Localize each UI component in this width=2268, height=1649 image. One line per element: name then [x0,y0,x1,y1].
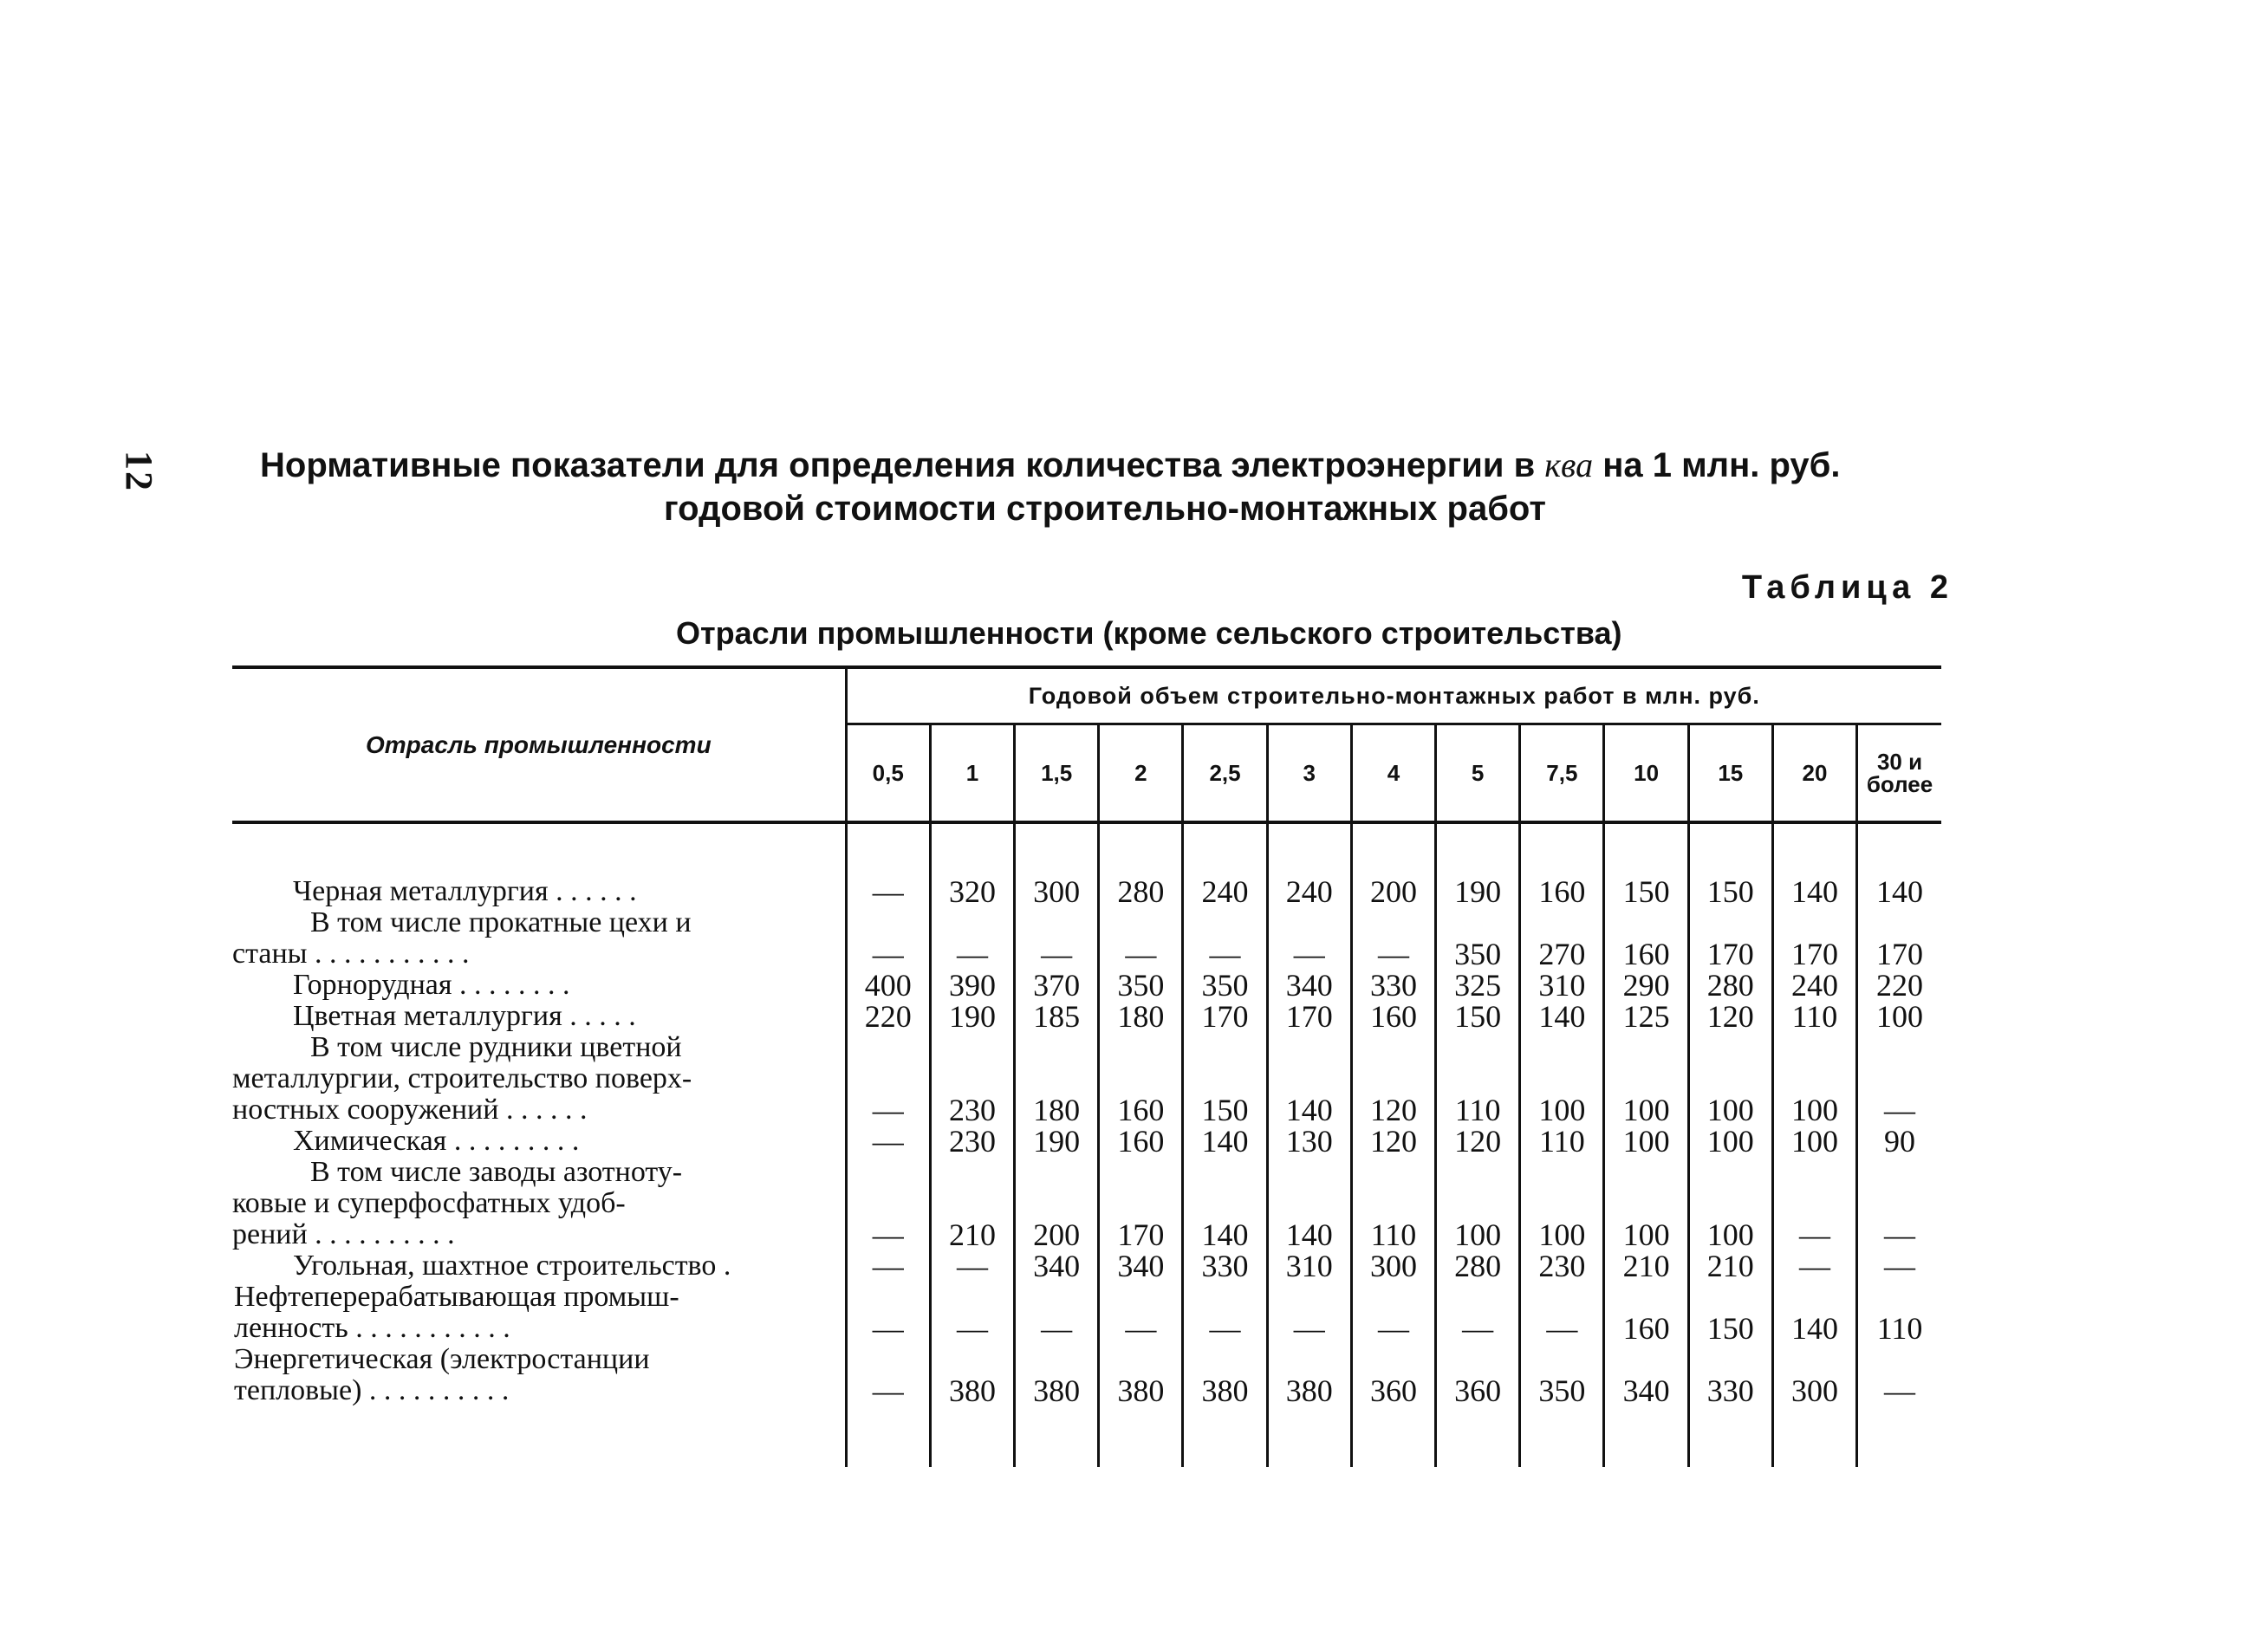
table-cell: 230 [1520,1250,1604,1282]
table-cell: 110 [1436,1032,1520,1126]
row-label: Горнорудная . . . . . . . . [232,970,846,1001]
table-cell: 210 [1688,1250,1772,1282]
table-cell: — [846,876,930,907]
row-label: Угольная, шахтное строительство . [232,1250,846,1282]
table-cell: 390 [930,970,1014,1001]
volume-header: Годовой объем строительно-монтажных работ в млн. руб. [846,667,1941,724]
table-cell: 125 [1604,1001,1688,1032]
column-header: 5 [1436,724,1520,823]
table-cell: — [1015,1282,1099,1344]
table-cell: 150 [1604,876,1688,907]
table-cell: 310 [1520,970,1604,1001]
table-cell: 110 [1772,1001,1856,1032]
table-cell: — [930,1282,1014,1344]
table-cell: 170 [1099,1157,1183,1250]
table-cell: 140 [1267,1157,1351,1250]
row-label: В том числе заводы азотноту- ковые и суперфосфатных удоб- рений . . . . . . . . . . [232,1157,846,1250]
table-cell: — [846,1344,930,1406]
document-title [260,444,1950,530]
table-cell: 150 [1688,876,1772,907]
column-header: 2 [1099,724,1183,823]
table-cell: 380 [930,1344,1014,1406]
table-cell: 290 [1604,970,1688,1001]
column-header: 3 [1267,724,1351,823]
table-cell: 330 [1688,1344,1772,1406]
table-cell: 180 [1099,1001,1183,1032]
table-cell: 220 [846,1001,930,1032]
column-header: 2,5 [1183,724,1267,823]
table-cell: — [1267,1282,1351,1344]
table-cell: 110 [1520,1126,1604,1157]
table-cell: 140 [1772,1282,1856,1344]
table-cell: 350 [1436,907,1520,970]
branch-column-header: Отрасль промышленности [232,667,846,822]
table-cell: 230 [930,1032,1014,1126]
table-cell: 170 [1267,1001,1351,1032]
table-cell: 150 [1436,1001,1520,1032]
table-cell: 380 [1015,1344,1099,1406]
table-cell: — [1884,1217,1916,1252]
table-cell: 140 [1183,1157,1267,1250]
table-cell: — [1772,1157,1856,1250]
table-cell: — [1351,1282,1435,1344]
table-cell: 380 [1267,1344,1351,1406]
table-cell: 100 [1436,1157,1520,1250]
table-body [232,822,1941,1467]
table-cell: 330 [1351,970,1435,1001]
table-cell: — [846,1157,930,1250]
table-cell: 100 [1604,1032,1688,1126]
table-cell: 240 [1183,876,1267,907]
table-cell: 140 [1183,1126,1267,1157]
table-cell: 140 [1772,876,1856,907]
table-row [232,1250,1941,1282]
table-cell: 170 [1688,907,1772,970]
table-cell: — [1183,907,1267,970]
table-row [232,1001,1941,1032]
title-unit: ква [1544,445,1594,484]
table-cell: 380 [1099,1344,1183,1406]
table-cell: 120 [1351,1032,1435,1126]
table-cell: 340 [1604,1344,1688,1406]
table-cell: 150 [1183,1032,1267,1126]
table-cell: 140 [1520,1001,1604,1032]
table-row [232,1344,1941,1406]
table-cell: 270 [1520,907,1604,970]
table-cell: 220 [1876,968,1924,1003]
table-cell: 100 [1772,1126,1856,1157]
table-cell: 210 [930,1157,1014,1250]
table-cell: 100 [1604,1126,1688,1157]
table-cell: 300 [1351,1250,1435,1282]
table-cell: 360 [1436,1344,1520,1406]
table-cell: 190 [930,1001,1014,1032]
table-cell: 370 [1015,970,1099,1001]
title-line-1: Нормативные показатели для определения количества электроэнергии в ква на 1 млн. руб. [260,445,1841,484]
row-label: Черная металлургия . . . . . . [232,876,846,907]
table-cell: 110 [1876,1311,1923,1346]
table-cell: — [846,907,930,970]
table-cell: 160 [1604,1282,1688,1344]
table-cell: 100 [1688,1157,1772,1250]
table-cell: — [1267,907,1351,970]
table-cell: 130 [1267,1126,1351,1157]
table-cell: 200 [1015,1157,1099,1250]
column-header: 1 [930,724,1014,823]
table-cell: — [930,907,1014,970]
table-cell: 200 [1351,876,1435,907]
table-cell: 100 [1520,1157,1604,1250]
table-cell: — [1884,1093,1916,1127]
table-row [232,876,1941,907]
table-cell: 330 [1183,1250,1267,1282]
norms-table [232,665,1941,1467]
page-number: 12 [118,451,160,492]
table-cell: 120 [1688,1001,1772,1032]
table-cell: 350 [1099,970,1183,1001]
row-label: Цветная металлургия . . . . . [232,1001,846,1032]
table-cell: — [1436,1282,1520,1344]
table-row [232,1282,1941,1344]
table-cell: 140 [1876,874,1924,909]
column-header: 7,5 [1520,724,1604,823]
table-cell: 210 [1604,1250,1688,1282]
table-cell: 240 [1267,876,1351,907]
table-cell: 280 [1688,970,1772,1001]
table-cell: 340 [1099,1250,1183,1282]
table-cell: 300 [1772,1344,1856,1406]
table-cell: 300 [1015,876,1099,907]
table-cell: 400 [846,970,930,1001]
column-header: 15 [1688,724,1772,823]
table-cell: — [846,1032,930,1126]
table-cell: 280 [1099,876,1183,907]
table-cell: 360 [1351,1344,1435,1406]
table-cell: 160 [1520,876,1604,907]
column-header: 1,5 [1015,724,1099,823]
table-cell: — [1099,907,1183,970]
table-row [232,1126,1941,1157]
table-cell: 100 [1772,1032,1856,1126]
table-cell: — [1520,1282,1604,1344]
table-cell: 180 [1015,1032,1099,1126]
table-cell: 380 [1183,1344,1267,1406]
column-header: 4 [1351,724,1435,823]
table-cell: — [846,1126,930,1157]
row-label: В том числе рудники цветной металлургии, строительство поверх- ностных сооружений . . . . . . [232,1032,846,1126]
table-cell: 320 [930,876,1014,907]
table-cell: 120 [1351,1126,1435,1157]
table-cell: 350 [1520,1344,1604,1406]
table-row [232,1032,1941,1126]
table-cell: — [1351,907,1435,970]
table-cell: 340 [1267,970,1351,1001]
table-cell: 170 [1772,907,1856,970]
table-cell: — [930,1250,1014,1282]
table-cell: 120 [1436,1126,1520,1157]
row-label: В том числе прокатные цехи и станы . . . . . . . . . . . [232,907,846,970]
table-cell: 240 [1772,970,1856,1001]
row-label: Энергетическая (электростанции тепловые) . . . . . . . . . . [232,1344,846,1406]
table-cell: 160 [1351,1001,1435,1032]
table-cell: 350 [1183,970,1267,1001]
norms-table-container [232,665,1941,1467]
table-cell: 280 [1436,1250,1520,1282]
row-label: Химическая . . . . . . . . . [232,1126,846,1157]
table-cell: 110 [1351,1157,1435,1250]
table-cell: — [1884,1249,1916,1283]
column-header: 0,5 [846,724,930,823]
table-cell: 170 [1876,937,1924,971]
table-cell: — [1099,1282,1183,1344]
table-cell: 160 [1604,907,1688,970]
table-cell: 140 [1267,1032,1351,1126]
table-cell: 190 [1436,876,1520,907]
table-cell: 170 [1183,1001,1267,1032]
column-header: 10 [1604,724,1688,823]
table-cell: 100 [1604,1157,1688,1250]
table-cell: — [846,1282,930,1344]
column-header: 30 и более [1857,724,1941,823]
table-row [232,1157,1941,1250]
table-cell: 340 [1015,1250,1099,1282]
table-subtitle: Отрасли промышленности (кроме сельского строительства) [676,615,1622,651]
title-line-2: годовой стоимости строительно-монтажных работ [664,490,1546,528]
table-cell: — [1015,907,1099,970]
table-cell: 310 [1267,1250,1351,1282]
table-cell: 100 [1876,999,1924,1034]
table-cell: 100 [1688,1032,1772,1126]
table-cell: 100 [1520,1032,1604,1126]
table-cell: 100 [1688,1126,1772,1157]
table-cell: 160 [1099,1126,1183,1157]
table-cell: 325 [1436,970,1520,1001]
table-cell: — [1183,1282,1267,1344]
table-cell: — [1884,1373,1916,1408]
table-cell: 150 [1688,1282,1772,1344]
table-cell: 190 [1015,1126,1099,1157]
table-cell: 230 [930,1126,1014,1157]
table-cell: — [846,1250,930,1282]
column-header: 20 [1772,724,1856,823]
table-cell: 185 [1015,1001,1099,1032]
table-label: Таблица 2 [1741,569,1953,606]
table-cell: 160 [1099,1032,1183,1126]
table-row [232,970,1941,1001]
table-row [232,907,1941,970]
table-cell: — [1772,1250,1856,1282]
table-cell: 90 [1884,1124,1916,1159]
row-label: Нефтеперерабатывающая промыш- ленность . . . . . . . . . . . [232,1282,846,1344]
